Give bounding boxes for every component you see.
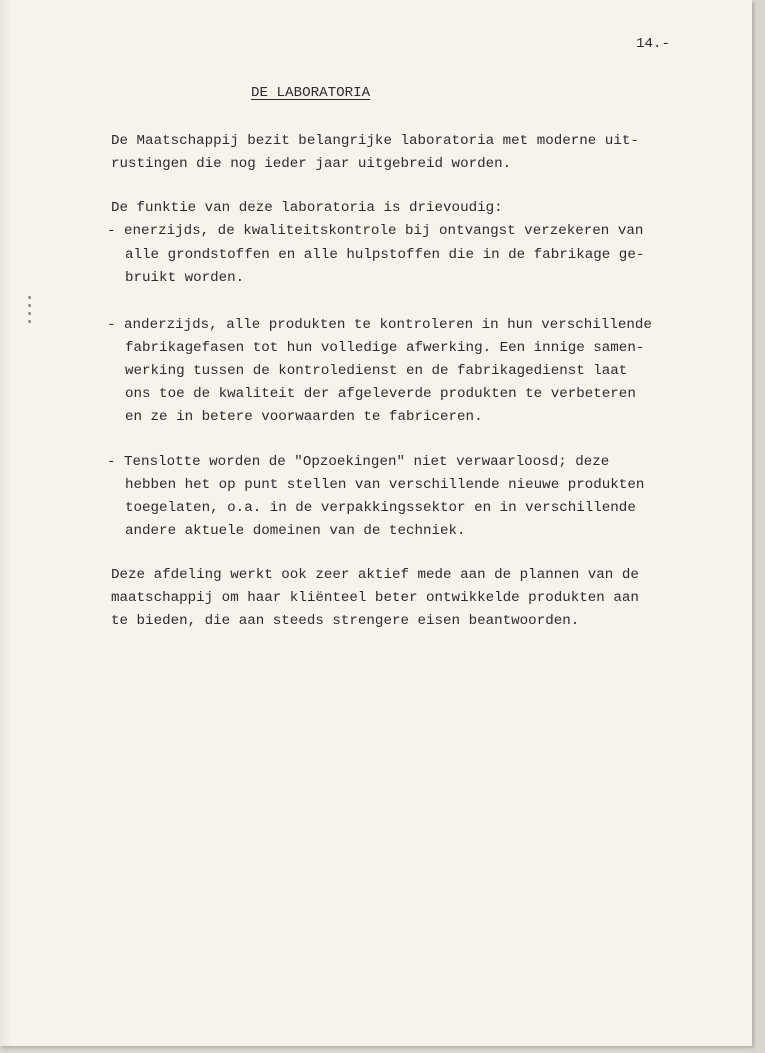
page-shading — [0, 0, 12, 1046]
punch-mark — [28, 296, 31, 299]
item2-line-4: ons toe de kwaliteit der afgeleverde produkten te verbeteren — [125, 386, 636, 402]
page-title: DE LABORATORIA — [251, 85, 371, 101]
item3-line-3: toegelaten, o.a. in de verpakkingssektor en in verschillende — [125, 500, 636, 516]
punch-mark — [28, 304, 31, 307]
punch-mark — [28, 312, 31, 315]
item2-line-5: en ze in betere voorwaarden te fabriceren. — [125, 409, 483, 425]
item1-line-1: - enerzijds, de kwaliteitskontrole bij ontvangst verzekeren van — [107, 223, 644, 239]
punch-mark — [28, 320, 31, 323]
functions-heading: De funktie van deze laboratoria is drievoudig: — [111, 200, 503, 216]
item2-line-1: - anderzijds, alle produkten te kontroleren in hun verschillende — [107, 317, 652, 333]
item2-line-3: werking tussen de kontroledienst en de fabrikagedienst laat — [125, 363, 628, 379]
closing-line-3: te bieden, die aan steeds strengere eisen beantwoorden. — [111, 613, 580, 629]
item3-line-4: andere aktuele domeinen van de techniek. — [125, 523, 466, 539]
item3-line-2: hebben het op punt stellen van verschillende nieuwe produkten — [125, 477, 645, 493]
closing-line-2: maatschappij om haar kliënteel beter ontwikkelde produkten aan — [111, 590, 639, 606]
closing-line-1: Deze afdeling werkt ook zeer aktief mede aan de plannen van de — [111, 567, 639, 583]
intro-line-1: De Maatschappij bezit belangrijke laboratoria met moderne uit- — [111, 133, 639, 149]
page-number: 14.- — [636, 36, 671, 52]
item2-line-2: fabrikagefasen tot hun volledige afwerking. Een innige samen- — [125, 340, 645, 356]
item1-line-3: bruikt worden. — [125, 270, 245, 286]
item1-line-2: alle grondstoffen en alle hulpstoffen die in de fabrikage ge- — [125, 247, 645, 263]
intro-line-2: rustingen die nog ieder jaar uitgebreid worden. — [111, 156, 512, 172]
item3-line-1: - Tenslotte worden de "Opzoekingen" niet verwaarloosd; deze — [107, 454, 610, 470]
